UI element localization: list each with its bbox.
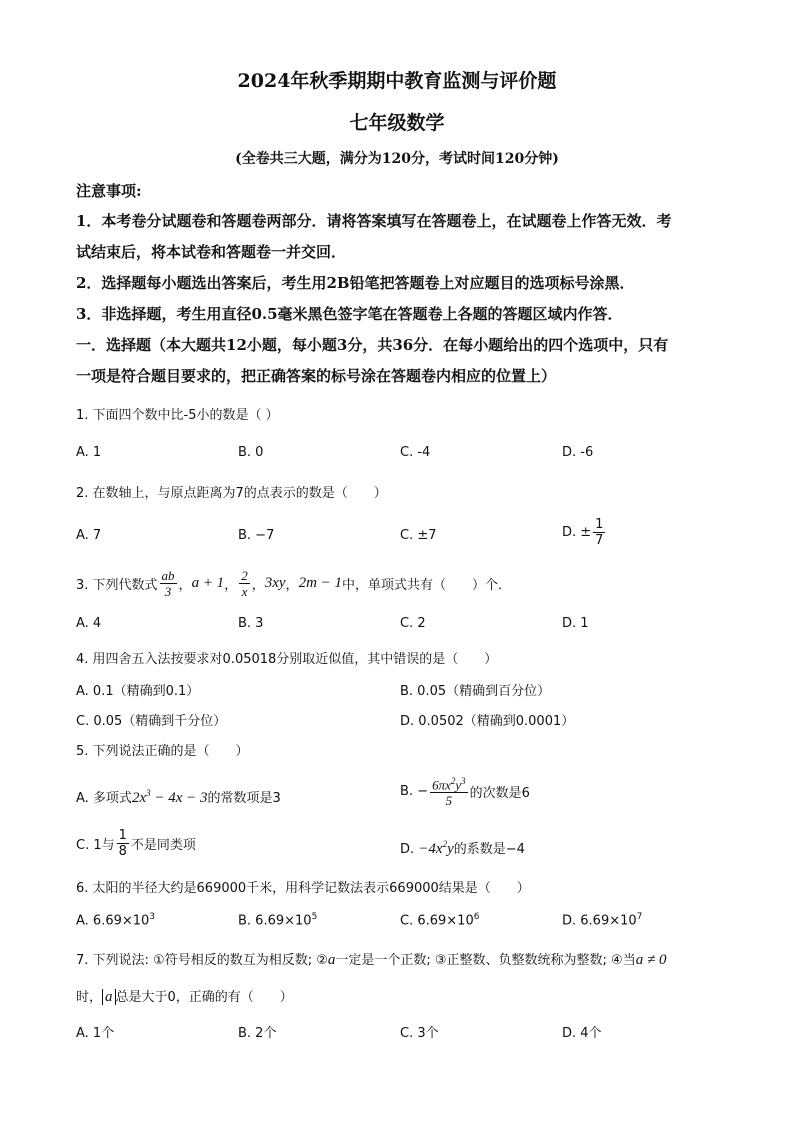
q2-option-c: C. ±7 [400,528,437,543]
q5-c-prefix: C. 1与 [76,838,115,853]
q5-b-suffix: 的次数是6 [469,785,530,801]
q7-option-b: B. 2个 [238,1026,277,1041]
q2-option-b: B. −7 [238,528,275,543]
question-5-stem: 5. 下列说法正确的是（ ） [76,744,249,759]
question-4-stem: 4. 用四舍五入法按要求对0.05018分别取近似值，其中错误的是（ ） [76,652,498,667]
q7-absolute-value: a [102,989,116,1005]
q5-b-prefix: B. − [400,783,429,799]
sci-base: B. 6.69×10 [238,913,312,929]
q6-option-a [76,912,155,928]
q2-option-d [562,517,607,548]
fraction-denominator: x [241,584,248,599]
q5-c-suffix: 不是同类项 [130,838,196,853]
exponent: 6 [473,912,480,922]
q3-expr-2m-minus-1: 2m − 1 [298,575,343,591]
q7-option-d: D. 4个 [562,1026,602,1041]
q5-a-suffix: 的常数项是3 [207,791,281,806]
exponent: 3 [149,912,156,922]
q4-option-a: A. 0.1（精确到0.1） [76,684,200,699]
expr-part: 2x [131,790,147,806]
q2-option-d-prefix: D. ± [562,525,592,540]
notes-heading: 注意事项: [76,182,142,200]
q5-d-suffix: 的系数是−4 [453,842,525,857]
q5-d-prefix: D. [400,842,419,857]
exam-subtitle: (全卷共三大题，满分为120分，考试时间120分钟) [235,151,559,167]
q3-prefix: 3. 下列代数式 [76,578,158,593]
q6-option-c [400,912,479,928]
q6-option-d [562,912,642,928]
q5-option-b [400,774,530,808]
exponent: 5 [311,912,318,922]
fraction-numerator: ab [161,568,175,583]
separator: ， [224,578,238,593]
exponent: 3 [146,788,151,798]
sci-base: C. 6.69×10 [400,913,474,929]
fraction-denominator: 8 [118,844,127,859]
separator: ， [251,578,265,593]
expr-part: −4x [418,841,443,857]
note-1-line-2: 试结束后，将本试卷和答题卷一并交回． [76,243,347,261]
sci-base: D. 6.69×10 [562,913,637,929]
q5-option-c [76,828,196,859]
q3-fraction-ab-3 [160,568,177,599]
exam-subject: 七年级数学 [349,112,445,134]
q1-option-c: C. -4 [400,445,431,460]
section-header-line-1: 一．选择题（本大题共12小题，每小题3分，共36分．在每小题给出的四个选项中，只有 [76,336,669,354]
question-7-line-2 [76,986,293,1006]
q5-option-a [76,787,281,807]
separator: ， [285,578,299,593]
q7-option-c: C. 3个 [400,1026,439,1041]
exponent: 2 [450,776,456,786]
exponent: 2 [442,839,448,849]
exponent: 3 [461,776,466,786]
q2-option-a: A. 7 [76,528,102,543]
q3-expr-3xy: 3xy [264,575,286,591]
fraction-numerator: 1 [118,828,127,843]
q3-fraction-2-x [239,568,250,599]
expr-part: − 4x − 3 [150,790,208,806]
separator: ， [178,578,192,593]
q7-text: 7. 下列说法: ①符号相反的数互为相反数; ② [76,953,328,968]
exam-title: 2024年秋季期期中教育监测与评价题 [237,70,557,92]
q7-variable: a [327,952,336,968]
q4-option-c: C. 0.05（精确到千分位） [76,714,227,729]
section-header-line-2: 一项是符合题目要求的，把正确答案的标号涂在答题卷内相应的位置上） [76,367,557,385]
question-2-stem: 2. 在数轴上，与原点距离为7的点表示的数是（ ） [76,486,387,501]
q3-option-a: A. 4 [76,616,102,631]
fraction-denominator: 7 [595,533,604,548]
q7-text: 一定是一个正数; ③正整数、负整数统称为整数; ④当 [335,953,636,968]
q7-option-a: A. 1个 [76,1026,115,1041]
note-2: 2．选择题每小题选出答案后，考生用2B铅笔把答题卷上对应题目的选项标号涂黑． [76,274,635,292]
q3-expr-a-plus-1: a + 1 [191,575,225,591]
q1-option-d: D. -6 [562,445,594,460]
q5-option-d [400,838,525,858]
q4-option-d: D. 0.0502（精确到0.0001） [400,714,575,729]
q1-option-b: B. 0 [238,445,264,460]
q1-option-a: A. 1 [76,445,102,460]
q3-option-d: D. 1 [562,616,589,631]
q6-option-b [238,912,317,928]
q7-condition: a ≠ 0 [635,952,667,968]
question-6-stem: 6. 太阳的半径大约是669000千米，用科学记数法表示669000结果是（ ） [76,881,530,896]
q3-option-c: C. 2 [400,616,426,631]
q5-d-monomial [418,841,453,857]
q7-text: 时， [76,990,103,1005]
q3-suffix: 中，单项式共有（ ）个． [342,578,512,593]
question-1-stem: 1. 下面四个数中比-5小的数是（ ） [76,408,279,423]
fraction-denominator: 3 [164,584,172,599]
sci-base: A. 6.69×10 [76,913,150,929]
expr-part: y [455,777,462,793]
question-7-line-1 [76,949,666,969]
q5-a-prefix: A. 多项式 [76,791,132,806]
expr-part: y [447,841,454,857]
q2-option-d-fraction [593,517,605,548]
fraction-numerator [430,774,468,793]
fraction-numerator: 2 [241,568,248,583]
q5-a-polynomial [132,790,208,806]
q5-b-fraction [430,774,468,808]
fraction-numerator: 1 [595,517,604,532]
expr-part: 6πx [432,777,451,793]
q7-text: 总是大于0，正确的有（ ） [115,990,293,1005]
question-3-stem [76,568,511,599]
q4-option-b: B. 0.05（精确到百分位） [400,684,551,699]
q3-option-b: B. 3 [238,616,264,631]
q5-c-fraction [117,828,129,859]
note-1-line-1: 1．本考卷分试题卷和答题卷两部分．请将答案填写在答题卷上，在试题卷上作答无效．考 [76,212,672,230]
fraction-denominator: 5 [445,793,453,809]
exponent: 7 [636,912,643,922]
note-3: 3．非选择题，考生用直径0.5毫米黑色签字笔在答题卷上各题的答题区域内作答． [76,305,623,323]
